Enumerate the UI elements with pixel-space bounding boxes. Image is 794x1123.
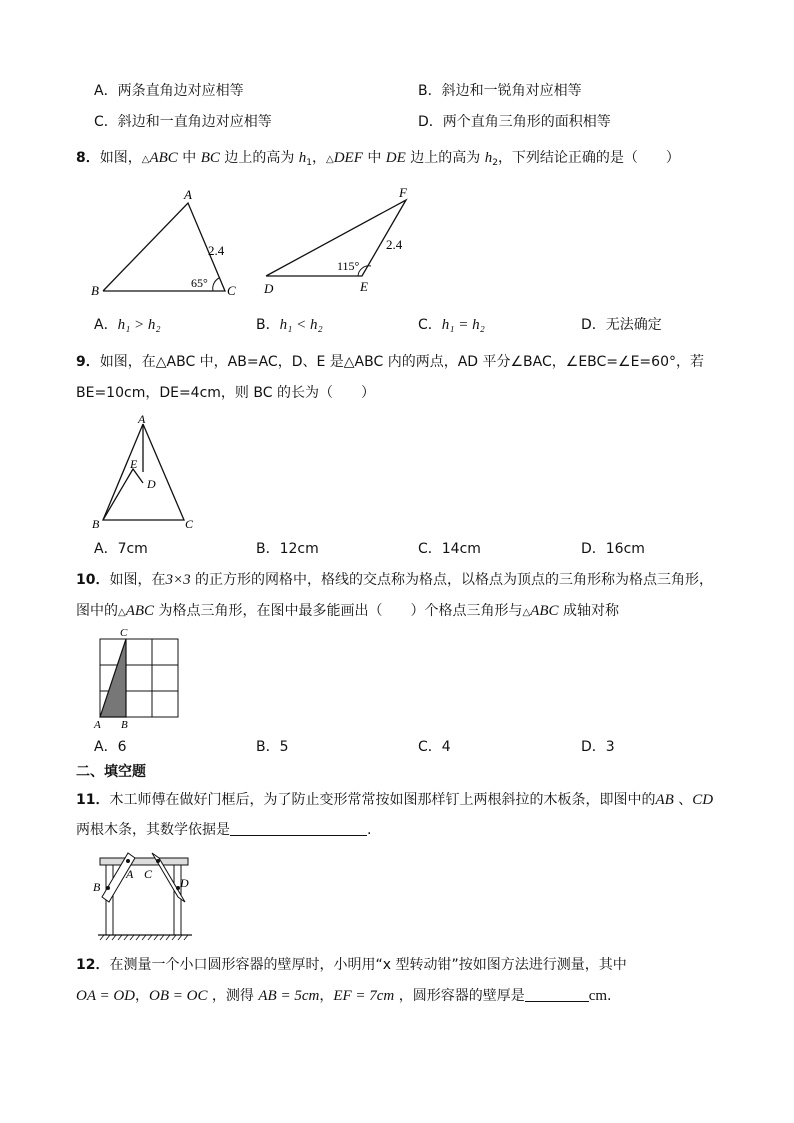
label-d: D (264, 281, 274, 296)
q10-option-c: C．4 (418, 739, 451, 755)
answer-blank[interactable] (230, 821, 367, 836)
q10-grid-figure (88, 625, 188, 732)
q8-de: DE (385, 150, 406, 166)
q12-text: 在测量一个小口圆形容器的壁厚时，小明用“x 型转动钳”按如图方法进行测量，其中 (109, 957, 627, 973)
q8-triangle-symbol: △ (141, 154, 150, 165)
q10-abc: ABC (530, 603, 559, 619)
option-label: A． (94, 317, 118, 333)
q8-comma: ， (312, 150, 327, 166)
q9-number: 9． (76, 354, 100, 370)
q8-triangle-def (263, 185, 408, 296)
label-c: C (185, 517, 194, 531)
q7-option-c: C．斜边和一直角边对应相等 (94, 114, 272, 130)
option-label: C． (418, 317, 442, 333)
q11-ab: AB (655, 792, 674, 808)
q11-text: 两根木条，其数学依据是 (76, 822, 230, 838)
q8-number: 8． (76, 150, 100, 166)
q10-grid-size: 3×3 (165, 572, 191, 588)
q12-comma: ， (135, 988, 150, 1004)
q12-stem-line2 (76, 986, 612, 1006)
option-expr: h₁ < h₂ (279, 317, 323, 333)
q9-option-c: C．14cm (418, 541, 481, 557)
q10-text: 图中的 (76, 603, 118, 619)
option-expr: h₁ = h₂ (441, 317, 485, 333)
label-a: A (126, 867, 134, 881)
side-length: 2.4 (208, 243, 225, 258)
q10-triangle-symbol: △ (522, 607, 531, 618)
q12-unit: cm (588, 988, 608, 1004)
q11-separator: 、 (673, 792, 693, 808)
label-a: A (184, 187, 192, 202)
q8-text: 边上的高为 (405, 150, 485, 166)
label-e: E (360, 279, 368, 294)
q12-eq-ab: AB = 5cm (258, 988, 320, 1004)
q12-eq-ef: EF = 7cm (333, 988, 395, 1004)
option-label: B． (256, 317, 280, 333)
q9-option-b: B．12cm (256, 541, 319, 557)
side-length: 2.4 (386, 237, 403, 252)
q11-text: . (367, 822, 372, 838)
q8-def: DEF (333, 150, 363, 166)
q10-stem-line2 (76, 601, 619, 623)
q12-eq-oa-od: OA = OD (76, 988, 136, 1004)
q8-sub-1: 1 (306, 158, 313, 168)
q11-cd: CD (692, 792, 714, 808)
q8-text: 中 (177, 150, 201, 166)
ground-hatch (100, 935, 188, 940)
label-c: C (227, 283, 236, 298)
q9-stem-line1 (76, 352, 704, 372)
q10-triangle-symbol: △ (118, 607, 126, 618)
q9-text: 如图，在△ABC 中，AB=AC，D、E 是△ABC 内的两点，AD 平分∠BAC，∠EBC=∠E=60°，若 (99, 354, 704, 370)
top-beam (100, 858, 188, 865)
option-expr: h₁ > h₂ (117, 317, 161, 333)
label-d: D (180, 876, 189, 890)
q9-option-d: D．16cm (581, 541, 645, 557)
q8-text: ，下列结论正确的是（ ） (497, 150, 680, 166)
q10-abc: ABC (125, 603, 155, 619)
q8-figure (88, 185, 428, 300)
q12-comma: ， (319, 988, 334, 1004)
angle-label: 65° (191, 276, 208, 290)
q8-option-b (256, 315, 323, 335)
q8-stem (76, 148, 680, 173)
q8-bc: BC (200, 150, 220, 166)
q9-stem-line2: BE=10cm，DE=4cm，则 BC 的长为（ ） (76, 385, 375, 401)
q8-option-d: D．无法确定 (581, 317, 662, 333)
label-f: F (399, 185, 407, 200)
q8-triangle-abc (91, 187, 236, 298)
label-b: B (93, 880, 101, 894)
label-d: D (147, 477, 156, 491)
q12-text: . (607, 988, 612, 1004)
q10-text: 如图，在 (109, 572, 166, 588)
q8-text: 中 (362, 150, 386, 166)
q7-option-b: B．斜边和一锐角对应相等 (418, 83, 582, 99)
q10-number: 10． (76, 572, 110, 588)
q11-stem-line1 (76, 790, 713, 810)
label-c: C (120, 627, 128, 639)
section-title: 二、填空题 (76, 764, 146, 780)
label-b: B (91, 283, 99, 298)
angle-label: 115° (337, 259, 360, 273)
q10-text: 成轴对称 (558, 603, 619, 619)
q10-text: 为格点三角形，在图中最多能画出（ ）个格点三角形与 (154, 603, 523, 619)
q10-option-d: D．3 (581, 739, 615, 755)
q12-stem-line1 (76, 955, 627, 975)
q8-option-c (418, 315, 485, 335)
q12-text: ，测得 (207, 988, 259, 1004)
q8-sub-2: 2 (492, 158, 498, 168)
q7-option-a: A．两条直角边对应相等 (94, 83, 244, 99)
label-a: A (94, 719, 101, 731)
q8-abc: ABC (149, 150, 178, 166)
label-a: A (138, 412, 146, 426)
label-b: B (92, 517, 100, 531)
q12-number: 12． (76, 957, 110, 973)
label-e: E (130, 457, 138, 471)
q9-figure (88, 410, 208, 535)
q12-eq-ob-oc: OB = OC (149, 988, 208, 1004)
q9-option-a: A．7cm (94, 541, 148, 557)
q8-text: 如图， (99, 150, 142, 166)
q11-stem-line2 (76, 820, 371, 840)
label-b: B (121, 719, 128, 731)
q10-stem-line1 (76, 570, 713, 590)
q7-option-d: D．两个直角三角形的面积相等 (418, 114, 611, 130)
q8-text: 边上的高为 (219, 150, 299, 166)
q11-number: 11． (76, 792, 110, 808)
q8-triangle-symbol: △ (326, 154, 334, 165)
q10-option-b: B．5 (256, 739, 289, 755)
q8-h2: h (484, 150, 493, 166)
q11-door-frame-figure (90, 845, 200, 941)
label-c: C (144, 867, 153, 881)
triangle-abc (100, 639, 126, 717)
q12-text: ，圆形容器的壁厚是 (394, 988, 525, 1004)
q11-text: 木工师傅在做好门框后，为了防止变形常常按如图那样钉上两根斜拉的木板条，即图中的 (109, 792, 656, 808)
q8-option-a (94, 315, 161, 335)
q8-h1: h (298, 150, 307, 166)
q10-text: 的正方形的网格中，格线的交点称为格点，以格点为顶点的三角形称为格点三角形， (190, 572, 714, 588)
answer-blank[interactable] (525, 987, 589, 1002)
q10-option-a: A．6 (94, 739, 127, 755)
